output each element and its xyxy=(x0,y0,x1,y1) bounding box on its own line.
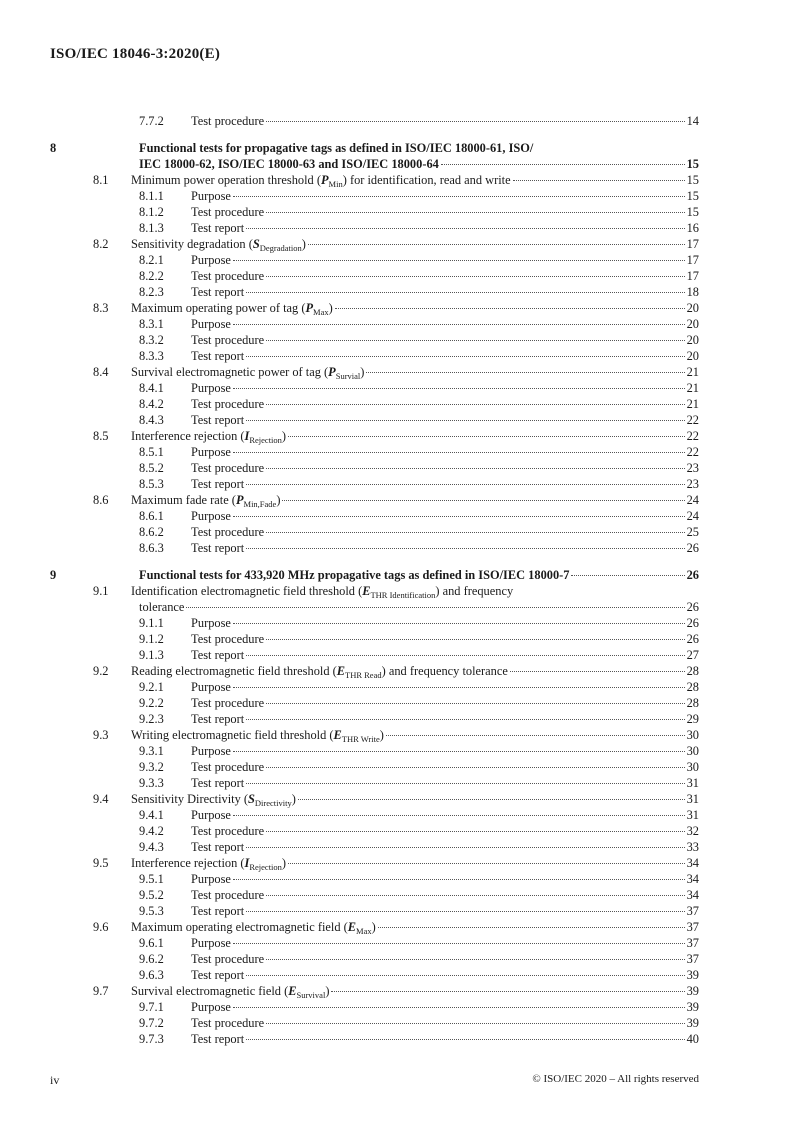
entry-page: 31 xyxy=(686,792,699,806)
leader-dots xyxy=(386,735,685,736)
toc-entry-9-1-3[interactable] xyxy=(50,647,699,663)
entry-page: 21 xyxy=(686,381,699,395)
copyright-notice: © ISO/IEC 2020 – All rights reserved xyxy=(532,1073,699,1085)
entry-page: 24 xyxy=(686,493,699,507)
entry-number: 9.3 xyxy=(93,728,109,742)
entry-page: 34 xyxy=(686,888,699,902)
toc-entry-8-3-3[interactable] xyxy=(50,348,699,364)
entry-number: 9.3.1 xyxy=(139,744,164,758)
entry-number: 9.6 xyxy=(93,920,109,934)
entry-page: 17 xyxy=(686,269,699,283)
entry-title: Test report xyxy=(191,776,245,790)
toc-entry-9-6-3[interactable] xyxy=(50,967,699,983)
entry-page: 23 xyxy=(686,461,699,475)
entry-page: 26 xyxy=(686,600,699,614)
entry-number: 8.5.1 xyxy=(139,445,164,459)
entry-title: Purpose xyxy=(191,381,231,395)
toc-entry-9-6-1[interactable] xyxy=(50,935,699,951)
entry-number: 9.6.1 xyxy=(139,936,164,950)
entry-page: 29 xyxy=(686,712,699,726)
entry-title: Test report xyxy=(191,648,245,662)
leader-dots xyxy=(233,815,685,816)
entry-page: 26 xyxy=(686,541,699,555)
leader-dots xyxy=(266,895,685,896)
entry-title: Test report xyxy=(191,541,245,555)
entry-page: 18 xyxy=(686,285,699,299)
leader-dots xyxy=(233,516,685,517)
toc-entry-9-5-3[interactable] xyxy=(50,903,699,919)
entry-page: 15 xyxy=(686,205,699,219)
leader-dots xyxy=(246,783,684,784)
entry-page: 27 xyxy=(686,648,699,662)
entry-number: 8.1.3 xyxy=(139,221,164,235)
leader-dots xyxy=(266,639,685,640)
leader-dots xyxy=(266,703,685,704)
entry-number: 9.4.3 xyxy=(139,840,164,854)
entry-title: Purpose xyxy=(191,189,231,203)
entry-page: 39 xyxy=(686,1000,699,1014)
entry-title: Purpose xyxy=(191,509,231,523)
leader-dots xyxy=(246,1039,684,1040)
entry-page: 37 xyxy=(686,904,699,918)
leader-dots xyxy=(246,292,684,293)
entry-page: 25 xyxy=(686,525,699,539)
entry-number: 9.6.3 xyxy=(139,968,164,982)
leader-dots xyxy=(266,959,685,960)
entry-number: 8.6.3 xyxy=(139,541,164,555)
entry-page: 26 xyxy=(686,616,699,630)
toc-entry-9-4-2[interactable] xyxy=(50,823,699,839)
toc-entry-9-3[interactable] xyxy=(50,727,699,743)
toc-entry-9-2-3[interactable] xyxy=(50,711,699,727)
entry-page: 24 xyxy=(686,509,699,523)
section-title-line2: IEC 18000-62, ISO/IEC 18000-63 and ISO/IEC 18000-64 xyxy=(139,157,439,171)
leader-dots xyxy=(233,879,685,880)
entry-title: Purpose xyxy=(191,808,231,822)
toc-entry-8-6-3[interactable] xyxy=(50,540,699,556)
toc-entry-8-2[interactable] xyxy=(50,236,699,252)
table-of-contents xyxy=(50,113,699,1047)
entry-page: 20 xyxy=(686,301,699,315)
toc-entry-8-4-3[interactable] xyxy=(50,412,699,428)
entry-page: 20 xyxy=(686,333,699,347)
entry-title: Test procedure xyxy=(191,461,265,475)
leader-dots xyxy=(571,575,684,576)
entry-title: Test report xyxy=(191,349,245,363)
toc-entry-8-4-1[interactable] xyxy=(50,380,699,396)
entry-page: 22 xyxy=(686,413,699,427)
entry-page: 22 xyxy=(686,445,699,459)
entry-title: Test report xyxy=(191,968,245,982)
entry-number: 9.6.2 xyxy=(139,952,164,966)
leader-dots xyxy=(366,372,684,373)
toc-entry-9-6-2[interactable] xyxy=(50,951,699,967)
leader-dots xyxy=(510,671,685,672)
toc-entry-9-7-2[interactable] xyxy=(50,1015,699,1031)
toc-entry-8-6[interactable] xyxy=(50,492,699,508)
entry-number: 8.4 xyxy=(93,365,109,379)
entry-page: 39 xyxy=(686,1016,699,1030)
entry-title: Maximum operating power of tag $(P_{Max})$ xyxy=(131,301,333,317)
entry-number: 9.4 xyxy=(93,792,109,806)
entry-title: Maximum operating electromagnetic field $(E_{Max})$ xyxy=(131,920,376,936)
entry-title: Test report xyxy=(191,477,245,491)
toc-entry-8-1[interactable] xyxy=(50,172,699,188)
toc-entry-8-1-3[interactable] xyxy=(50,220,699,236)
entry-number: 9.2 xyxy=(93,664,109,678)
toc-entry-8-4-2[interactable] xyxy=(50,396,699,412)
leader-dots xyxy=(233,196,685,197)
entry-title: Maximum fade rate $(P_{Min,Fade})$ xyxy=(131,493,281,509)
entry-title: Test report xyxy=(191,712,245,726)
toc-entry-8-3-1[interactable] xyxy=(50,316,699,332)
entry-number: 8.4.3 xyxy=(139,413,164,427)
leader-dots xyxy=(233,943,685,944)
entry-title: Identification electromagnetic field threshold $(E_{THR Identification})$ and frequency xyxy=(131,584,514,600)
toc-entry-9-5-2[interactable] xyxy=(50,887,699,903)
entry-number: 8.5.2 xyxy=(139,461,164,475)
entry-number: 8.2 xyxy=(93,237,109,251)
entry-number: 8.2.2 xyxy=(139,269,164,283)
section-title-line1: Functional tests for propagative tags as defined in ISO/IEC 18000-61, ISO/ xyxy=(139,141,534,155)
leader-dots xyxy=(233,260,685,261)
entry-page: 28 xyxy=(686,680,699,694)
entry-number: 8.6 xyxy=(93,493,109,507)
leader-dots xyxy=(288,863,685,864)
entry-page: 34 xyxy=(686,872,699,886)
toc-section-8-cont[interactable] xyxy=(50,156,699,172)
leader-dots xyxy=(246,975,684,976)
entry-page: 23 xyxy=(686,477,699,491)
entry-title: Test procedure xyxy=(191,269,265,283)
leader-dots xyxy=(266,831,685,832)
entry-page: 33 xyxy=(686,840,699,854)
leader-dots xyxy=(246,420,684,421)
entry-number: 9.2.3 xyxy=(139,712,164,726)
entry-number: 8.2.1 xyxy=(139,253,164,267)
toc-entry-9-2-2[interactable] xyxy=(50,695,699,711)
entry-number: 9.2.1 xyxy=(139,680,164,694)
entry-page: 40 xyxy=(686,1032,699,1046)
entry-number: 9.1 xyxy=(93,584,109,598)
leader-dots xyxy=(233,751,685,752)
leader-dots xyxy=(266,212,685,213)
page-number: iv xyxy=(50,1073,60,1087)
toc-entry-9-1-cont[interactable] xyxy=(50,599,699,615)
leader-dots xyxy=(266,1023,685,1024)
leader-dots xyxy=(233,388,685,389)
entry-title: Test procedure xyxy=(191,333,265,347)
entry-title: Test report xyxy=(191,904,245,918)
entry-title: Survival electromagnetic field $(E_{Survival})$ xyxy=(131,984,330,1000)
entry-page: 17 xyxy=(686,253,699,267)
entry-title: Interference rejection $(I_{Rejection})$ xyxy=(131,856,287,872)
toc-entry-9-1-2[interactable] xyxy=(50,631,699,647)
leader-dots xyxy=(246,847,684,848)
section-number: 9 xyxy=(50,568,57,582)
entry-number: 9.5.3 xyxy=(139,904,164,918)
entry-title: Purpose xyxy=(191,872,231,886)
leader-dots xyxy=(233,1007,685,1008)
entry-number: 9.7.3 xyxy=(139,1032,164,1046)
leader-dots xyxy=(266,276,685,277)
entry-page: 16 xyxy=(686,221,699,235)
leader-dots xyxy=(266,532,685,533)
section-page: 15 xyxy=(686,157,699,171)
toc-entry-9-7-1[interactable] xyxy=(50,999,699,1015)
toc-entry-9-4-1[interactable] xyxy=(50,807,699,823)
entry-title: Test procedure xyxy=(191,1016,265,1030)
toc-entry-9-7-3[interactable] xyxy=(50,1031,699,1047)
entry-number: 9.5.1 xyxy=(139,872,164,886)
entry-page: 28 xyxy=(686,664,699,678)
entry-title: Minimum power operation threshold $(P_{Min})$ for identification, read and write xyxy=(131,173,511,189)
entry-number: 8.3.3 xyxy=(139,349,164,363)
toc-section-9[interactable] xyxy=(50,567,699,583)
entry-number: 7.7.2 xyxy=(139,114,164,128)
entry-title: Test procedure xyxy=(191,525,265,539)
entry-number: 9.7 xyxy=(93,984,109,998)
entry-title: Sensitivity degradation $(S_{Degradation})$ xyxy=(131,237,306,253)
entry-title: Test report xyxy=(191,285,245,299)
entry-page: 34 xyxy=(686,856,699,870)
entry-number: 8.4.1 xyxy=(139,381,164,395)
entry-number: 8.2.3 xyxy=(139,285,164,299)
entry-title-line2: tolerance xyxy=(139,600,185,614)
entry-page: 39 xyxy=(686,984,699,998)
toc-entry-8-3-2[interactable] xyxy=(50,332,699,348)
section-page: 26 xyxy=(686,568,699,582)
toc-section-8[interactable] xyxy=(50,140,699,156)
leader-dots xyxy=(246,655,684,656)
toc-entry-8-4[interactable] xyxy=(50,364,699,380)
leader-dots xyxy=(246,228,684,229)
entry-number: 9.3.2 xyxy=(139,760,164,774)
entry-title: Test procedure xyxy=(191,205,265,219)
entry-number: 9.4.2 xyxy=(139,824,164,838)
leader-dots xyxy=(378,927,685,928)
section-number: 8 xyxy=(50,141,57,155)
entry-title: Test procedure xyxy=(191,824,265,838)
entry-title: Test report xyxy=(191,221,245,235)
entry-page: 30 xyxy=(686,744,699,758)
leader-dots xyxy=(335,308,685,309)
leader-dots xyxy=(282,500,684,501)
toc-entry-8-3[interactable] xyxy=(50,300,699,316)
entry-page: 15 xyxy=(686,189,699,203)
entry-title: Purpose xyxy=(191,936,231,950)
leader-dots xyxy=(266,468,685,469)
entry-page: 28 xyxy=(686,696,699,710)
entry-title: Test report xyxy=(191,1032,245,1046)
entry-title: Sensitivity Directivity $(S_{Directivity})$ xyxy=(131,792,296,808)
entry-number: 9.7.2 xyxy=(139,1016,164,1030)
entry-title: Test procedure xyxy=(191,114,265,128)
entry-number: 9.4.1 xyxy=(139,808,164,822)
leader-dots xyxy=(233,324,685,325)
entry-title: Test procedure xyxy=(191,888,265,902)
entry-number: 8.6.2 xyxy=(139,525,164,539)
entry-title: Test procedure xyxy=(191,397,265,411)
toc-entry-9-3-1[interactable] xyxy=(50,743,699,759)
entry-number: 9.5 xyxy=(93,856,109,870)
entry-number: 8.3.1 xyxy=(139,317,164,331)
entry-page: 37 xyxy=(686,952,699,966)
toc-entry-9-4-3[interactable] xyxy=(50,839,699,855)
toc-entry-9-6[interactable] xyxy=(50,919,699,935)
entry-page: 14 xyxy=(686,114,699,128)
entry-title: Purpose xyxy=(191,1000,231,1014)
entry-number: 8.4.2 xyxy=(139,397,164,411)
toc-entry-8-5-2[interactable] xyxy=(50,460,699,476)
toc-entry-9-3-3[interactable] xyxy=(50,775,699,791)
entry-number: 8.5 xyxy=(93,429,109,443)
entry-number: 9.3.3 xyxy=(139,776,164,790)
section-title: Functional tests for 433,920 MHz propagative tags as defined in ISO/IEC 18000-7 xyxy=(139,568,570,582)
entry-page: 22 xyxy=(686,429,699,443)
entry-page: 30 xyxy=(686,760,699,774)
leader-dots xyxy=(266,121,685,122)
leader-dots xyxy=(233,452,685,453)
entry-number: 9.1.1 xyxy=(139,616,164,630)
toc-entry-8-6-2[interactable] xyxy=(50,524,699,540)
entry-title: Test report xyxy=(191,413,245,427)
entry-page: 20 xyxy=(686,349,699,363)
entry-number: 8.3 xyxy=(93,301,109,315)
entry-number: 8.5.3 xyxy=(139,477,164,491)
entry-page: 39 xyxy=(686,968,699,982)
leader-dots xyxy=(308,244,685,245)
leader-dots xyxy=(246,719,684,720)
entry-title: Survival electromagnetic power of tag $(P_{Survial})$ xyxy=(131,365,365,381)
entry-number: 9.1.2 xyxy=(139,632,164,646)
toc-entry-9-4[interactable] xyxy=(50,791,699,807)
entry-title: Purpose xyxy=(191,616,231,630)
toc-entry-7-7-2[interactable] xyxy=(50,113,699,129)
entry-page: 26 xyxy=(686,632,699,646)
leader-dots xyxy=(246,484,684,485)
entry-title: Purpose xyxy=(191,445,231,459)
toc-entry-8-2-3[interactable] xyxy=(50,284,699,300)
entry-page: 30 xyxy=(686,728,699,742)
entry-number: 8.6.1 xyxy=(139,509,164,523)
leader-dots xyxy=(246,356,684,357)
entry-number: 9.5.2 xyxy=(139,888,164,902)
entry-page: 31 xyxy=(686,808,699,822)
entry-page: 32 xyxy=(686,824,699,838)
toc-entry-9-5[interactable] xyxy=(50,855,699,871)
toc-entry-9-2[interactable] xyxy=(50,663,699,679)
leader-dots xyxy=(246,548,684,549)
leader-dots xyxy=(246,911,684,912)
toc-entry-8-5[interactable] xyxy=(50,428,699,444)
entry-number: 8.1.1 xyxy=(139,189,164,203)
leader-dots xyxy=(331,991,684,992)
leader-dots xyxy=(441,164,685,165)
entry-page: 21 xyxy=(686,365,699,379)
entry-title: Test report xyxy=(191,840,245,854)
entry-title: Interference rejection $(I_{Rejection})$ xyxy=(131,429,287,445)
entry-number: 8.1 xyxy=(93,173,109,187)
toc-entry-9-1[interactable] xyxy=(50,583,699,599)
entry-title: Purpose xyxy=(191,253,231,267)
toc-entry-9-7[interactable] xyxy=(50,983,699,999)
entry-page: 37 xyxy=(686,920,699,934)
entry-number: 8.3.2 xyxy=(139,333,164,347)
entry-title: Purpose xyxy=(191,317,231,331)
leader-dots xyxy=(233,623,685,624)
toc-entry-9-1-1[interactable] xyxy=(50,615,699,631)
toc-entry-8-1-2[interactable] xyxy=(50,204,699,220)
leader-dots xyxy=(186,607,684,608)
entry-page: 31 xyxy=(686,776,699,790)
entry-page: 15 xyxy=(686,173,699,187)
leader-dots xyxy=(266,404,685,405)
toc-entry-8-5-1[interactable] xyxy=(50,444,699,460)
entry-number: 9.7.1 xyxy=(139,1000,164,1014)
toc-entry-9-5-1[interactable] xyxy=(50,871,699,887)
leader-dots xyxy=(513,180,685,181)
entry-title: Test procedure xyxy=(191,952,265,966)
toc-entry-8-5-3[interactable] xyxy=(50,476,699,492)
document-id: ISO/IEC 18046-3:2020(E) xyxy=(50,46,221,62)
entry-title: Reading electromagnetic field threshold $(E_{THR Read})$ and frequency tolerance xyxy=(131,664,508,680)
entry-page: 21 xyxy=(686,397,699,411)
toc-entry-8-1-1[interactable] xyxy=(50,188,699,204)
entry-title: Test procedure xyxy=(191,760,265,774)
entry-title: Writing electromagnetic field threshold $(E_{THR Write})$ xyxy=(131,728,384,744)
entry-number: 9.1.3 xyxy=(139,648,164,662)
toc-entry-9-3-2[interactable] xyxy=(50,759,699,775)
toc-entry-8-2-2[interactable] xyxy=(50,268,699,284)
entry-page: 20 xyxy=(686,317,699,331)
toc-entry-8-6-1[interactable] xyxy=(50,508,699,524)
entry-title: Test procedure xyxy=(191,632,265,646)
leader-dots xyxy=(266,767,685,768)
entry-title: Test procedure xyxy=(191,696,265,710)
entry-number: 9.2.2 xyxy=(139,696,164,710)
entry-page: 17 xyxy=(686,237,699,251)
toc-entry-8-2-1[interactable] xyxy=(50,252,699,268)
entry-title: Purpose xyxy=(191,744,231,758)
leader-dots xyxy=(288,436,685,437)
leader-dots xyxy=(233,687,685,688)
entry-number: 8.1.2 xyxy=(139,205,164,219)
toc-entry-9-2-1[interactable] xyxy=(50,679,699,695)
leader-dots xyxy=(266,340,685,341)
leader-dots xyxy=(298,799,685,800)
entry-page: 37 xyxy=(686,936,699,950)
entry-title: Purpose xyxy=(191,680,231,694)
